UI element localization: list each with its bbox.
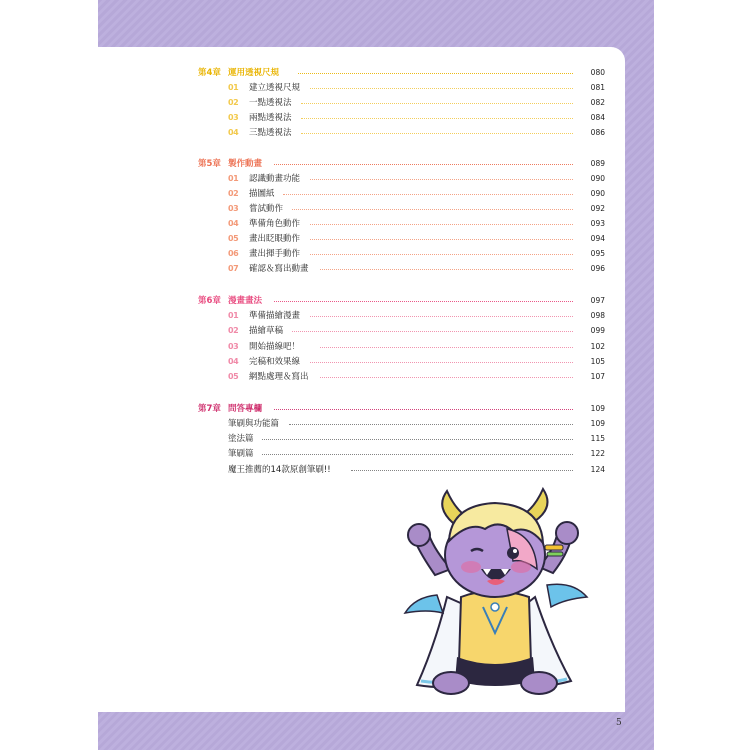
dot-leader (289, 424, 573, 425)
toc-item-label: 準備描繪漫畫 (249, 311, 301, 321)
dot-leader (292, 331, 573, 332)
page-number: 090 (590, 189, 605, 198)
dot-leader (320, 377, 573, 378)
page-number: 082 (590, 98, 605, 107)
section-badge: 03 (228, 204, 239, 213)
page-number: 084 (590, 113, 605, 122)
page-number: 097 (590, 296, 605, 305)
section-badge: 05 (228, 234, 239, 243)
dot-leader (320, 269, 573, 270)
dot-leader (310, 239, 573, 240)
dot-leader (351, 470, 573, 471)
toc-item-label: 筆刷與功能篇 (228, 419, 280, 429)
page-number: 098 (590, 311, 605, 320)
page-number: 115 (590, 434, 605, 443)
chapter-number: 第6章 (198, 296, 221, 306)
page-number: 109 (590, 404, 605, 413)
dot-leader (301, 133, 573, 134)
horned-demon-character-illustration (395, 485, 595, 700)
toc-item-label: 準備角色動作 (249, 219, 301, 229)
section-badge: 02 (228, 189, 239, 198)
chapter-title: 製作動畫 (228, 159, 263, 169)
dot-leader (262, 439, 573, 440)
dot-leader (310, 254, 573, 255)
page-number: 080 (590, 68, 605, 77)
page-number: 089 (590, 159, 605, 168)
dot-leader (274, 409, 573, 410)
page-number: 099 (590, 326, 605, 335)
toc-item-label: 認識動畫功能 (249, 174, 301, 184)
toc-item-label: 塗法篇 (228, 434, 254, 444)
dot-leader (310, 316, 573, 317)
dot-leader (301, 118, 573, 119)
toc-item-label: 一點透視法 (249, 98, 292, 108)
toc-item-label: 三點透視法 (249, 128, 292, 138)
dot-leader (320, 347, 573, 348)
toc-item-label: 畫出眨眼動作 (249, 234, 301, 244)
section-badge: 02 (228, 326, 239, 335)
page-number: 090 (590, 174, 605, 183)
dot-leader (274, 164, 573, 165)
chapter-title: 漫畫畫法 (228, 296, 263, 306)
page-number: 096 (590, 264, 605, 273)
section-badge: 01 (228, 311, 239, 320)
page-number: 109 (590, 419, 605, 428)
toc-item-label: 兩點透視法 (249, 113, 292, 123)
section-badge: 04 (228, 357, 239, 366)
toc-item-label: 筆刷篇 (228, 449, 254, 459)
dot-leader (283, 194, 573, 195)
dot-leader (310, 224, 573, 225)
section-badge: 01 (228, 174, 239, 183)
toc-item-label: 嘗試動作 (249, 204, 284, 214)
section-badge: 01 (228, 83, 239, 92)
chapter-title: 運用透視尺規 (228, 68, 280, 78)
chapter-number: 第5章 (198, 159, 221, 169)
page-number: 107 (590, 372, 605, 381)
dot-leader (292, 209, 573, 210)
dot-leader (298, 73, 573, 74)
section-badge: 04 (228, 219, 239, 228)
section-badge: 02 (228, 98, 239, 107)
dot-leader (310, 88, 573, 89)
page-number: 086 (590, 128, 605, 137)
page-number: 124 (590, 465, 605, 474)
page-number: 092 (590, 204, 605, 213)
dot-leader (262, 454, 573, 455)
toc-item-label: 網點處理＆寫出 (249, 372, 309, 382)
toc-item-label: 完稿和效果線 (249, 357, 301, 367)
section-badge: 04 (228, 128, 239, 137)
toc-item-label: 開始描線吧！ (249, 342, 301, 352)
page-number: 105 (590, 357, 605, 366)
chapter-number: 第7章 (198, 404, 221, 414)
section-badge: 06 (228, 249, 239, 258)
toc-item-label: 描圖紙 (249, 189, 275, 199)
chapter-number: 第4章 (198, 68, 221, 78)
page-number: 081 (590, 83, 605, 92)
section-badge: 05 (228, 372, 239, 381)
section-badge: 07 (228, 264, 239, 273)
toc-item-label: 魔王推薦的14款原創筆刷!! (228, 465, 331, 475)
page-folio-number: 5 (616, 718, 622, 728)
toc-item-label: 建立透視尺規 (249, 83, 301, 93)
section-badge: 03 (228, 342, 239, 351)
page-number: 094 (590, 234, 605, 243)
dot-leader (310, 179, 573, 180)
chapter-title: 問答專欄 (228, 404, 263, 414)
toc-item-label: 畫出揮手動作 (249, 249, 301, 259)
toc-item-label: 確認＆寫出動畫 (249, 264, 309, 274)
dot-leader (310, 362, 573, 363)
page-number: 095 (590, 249, 605, 258)
page-number: 093 (590, 219, 605, 228)
toc-item-label: 描繪草稿 (249, 326, 284, 336)
dot-leader (301, 103, 573, 104)
page-number: 122 (590, 449, 605, 458)
section-badge: 03 (228, 113, 239, 122)
dot-leader (274, 301, 573, 302)
page-number: 102 (590, 342, 605, 351)
